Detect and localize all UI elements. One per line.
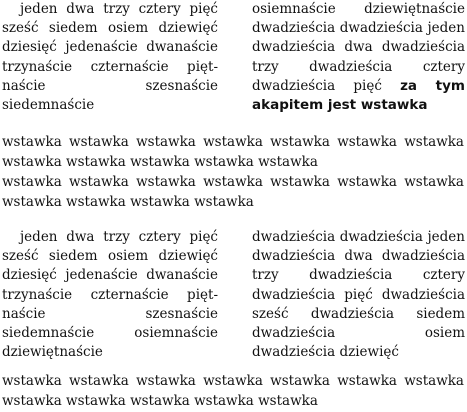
paragraph-block1-left: jeden dwa trzy cztery pięć sześć siedem osiem dziewięć dziesięć jedenaście dwanaście trzynaście czternaście piętnaście szesnaście siedemnaście bbox=[2, 1, 218, 114]
insert1-paragraph-b: wstawka wstawka wstawka wstawka wstawka wstawka wstawka wstawka wstawka wstawka wstawka bbox=[2, 174, 464, 210]
insert2-paragraph-a: wstawka wstawka wstawka wstawka wstawka wstawka wstawka wstawka wstawka wstawka wstawka wstawka bbox=[2, 373, 464, 409]
paragraph-block2-left: jeden dwa trzy cztery pięć sześć siedem osiem dziewięć dziesięć jedenaście dwanaście trzynaście czternaście piętnaście szesnaście siedemnaście osiemnaście dziewiętnaście bbox=[2, 229, 218, 361]
block1-right-bold: za tym akapitem jest wstawka bbox=[252, 77, 465, 114]
paragraph-block2-right: dwadzieścia dwadzieścia jeden dwadzieścia dwa dwadzieścia trzy dwadzieścia cztery dwadzieścia pięć dwadzieścia sześć dwadzieścia siedem dwadzieścia osiem dwadzieścia dziewięć bbox=[252, 229, 465, 361]
insert1-paragraph-a: wstawka wstawka wstawka wstawka wstawka wstawka wstawka wstawka wstawka wstawka wstawka wstawka bbox=[2, 134, 464, 170]
block1-right-text: osiemnaście dziewiętnaście dwadzieścia dwadzieścia jeden dwadzieścia dwa dwadzieścia trzy dwadzieścia cztery dwadzieścia pięć bbox=[252, 1, 465, 94]
paragraph-block1-right bbox=[252, 0, 465, 115]
